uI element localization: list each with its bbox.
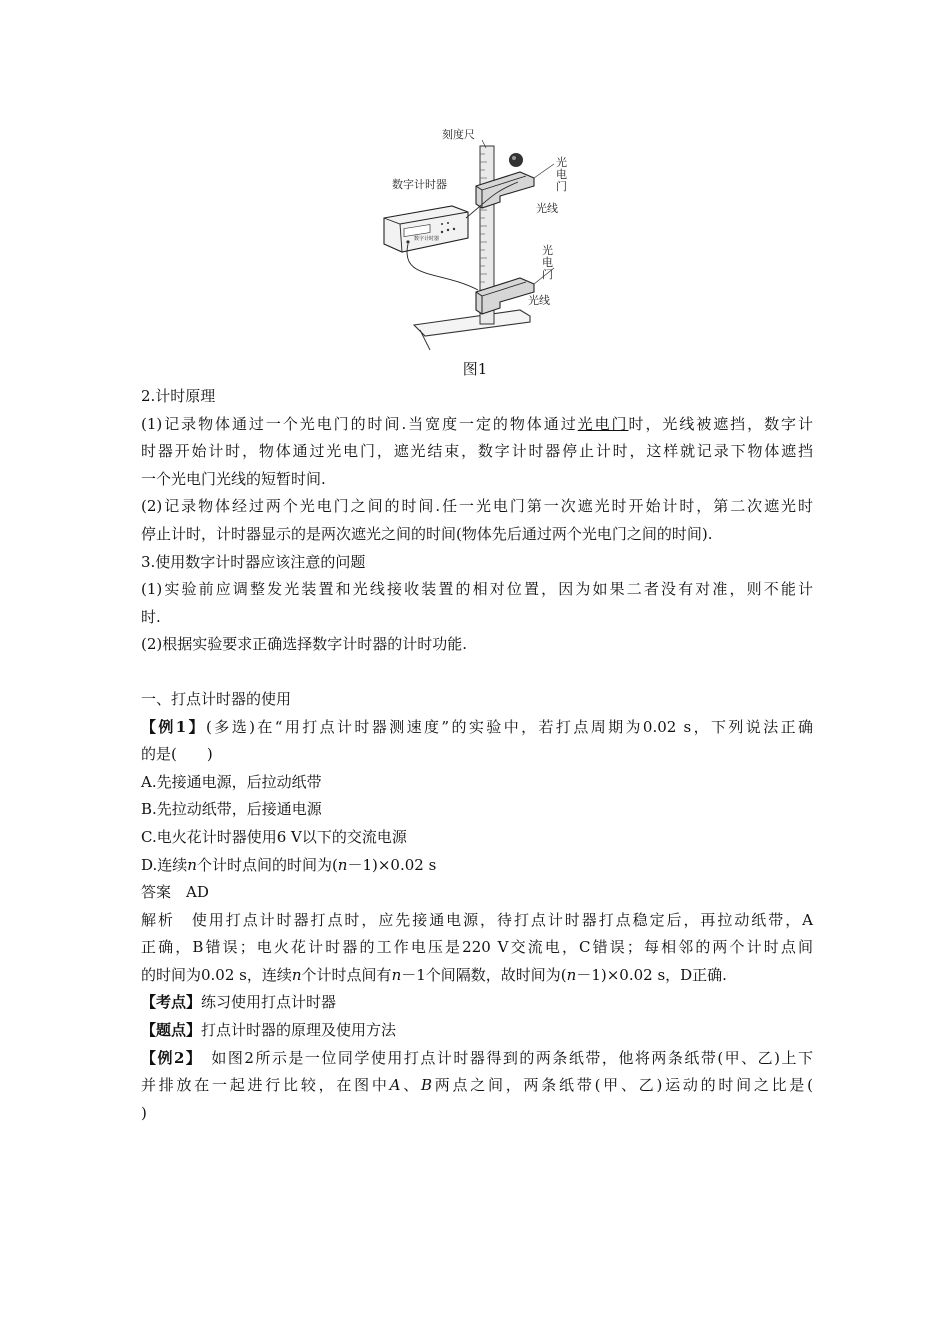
label-photogate-top-1: 光 bbox=[556, 156, 567, 169]
label-ruler: 刻度尺 bbox=[442, 128, 475, 141]
answer: 答案 AD bbox=[141, 883, 209, 902]
kaodian: 【考点】练习使用打点计时器 bbox=[141, 993, 337, 1012]
label-photogate-top-3: 门 bbox=[556, 180, 567, 193]
label-ray-bottom: 光线 bbox=[528, 294, 550, 307]
underlined-term: 光电门 bbox=[577, 414, 629, 433]
label-digital-timer: 数字计时器 bbox=[392, 178, 447, 191]
example2-stem: 【例2】 如图2所示是一位同学使用打点计时器得到的两条纸带，他将两条纸带(甲、乙)上下 bbox=[141, 1048, 813, 1067]
paragraph-line: (1)记录物体通过一个光电门的时间.当宽度一定的物体通过光电门时，光线被遮挡，数字计 bbox=[141, 414, 813, 433]
example-tag: 【例2】 bbox=[141, 1048, 203, 1067]
figure-caption: 图1 bbox=[462, 360, 488, 378]
falling-ball bbox=[509, 153, 523, 167]
paragraph-line: (2)记录物体经过两个光电门之间的时间.任一光电门第一次遮光时开始计时，第二次遮光时 bbox=[141, 497, 813, 516]
example1-stem: 的是( ) bbox=[141, 745, 213, 764]
option-d: D.连续n个计时点间的时间为(n－1)×0.02 s bbox=[141, 855, 437, 874]
option-a: A.先接通电源，后拉动纸带 bbox=[141, 772, 322, 791]
paragraph-line: 一个光电门光线的短暂时间. bbox=[141, 469, 326, 488]
paragraph-line: 停止计时，计时器显示的是两次遮光之间的时间(物体先后通过两个光电门之间的时间). bbox=[141, 524, 713, 543]
part-heading: 一、打点计时器的使用 bbox=[141, 689, 292, 708]
option-c: C.电火花计时器使用6 V以下的交流电源 bbox=[141, 827, 407, 846]
label-photogate-bottom-1: 光 bbox=[542, 244, 553, 257]
label-photogate-top-2: 电 bbox=[556, 168, 567, 181]
analysis-line: 正确，B错误；电火花计时器的工作电压是220 V交流电，C错误；每相邻的两个计时点间 bbox=[141, 938, 813, 957]
label-photogate-bottom-2: 电 bbox=[542, 256, 553, 269]
section-heading: 2.计时原理 bbox=[141, 387, 216, 405]
option-b: B.先拉动纸带，后接通电源 bbox=[141, 800, 322, 819]
body-text bbox=[141, 383, 813, 1127]
example2-stem: 并排放在一起进行比较，在图中A、B两点之间，两条纸带(甲、乙)运动的时间之比是( bbox=[141, 1076, 813, 1095]
photogate-apparatus-figure bbox=[370, 120, 590, 356]
label-timer-panel: 数字计时器 bbox=[414, 236, 440, 242]
analysis-line: 的时间为0.02 s，连续n个计时点间有n－1个间隔数，故时间为(n－1)×0.02 s，D正确. bbox=[141, 965, 727, 984]
label-ray-top: 光线 bbox=[536, 202, 558, 215]
section-heading: 3.使用数字计时器应该注意的问题 bbox=[141, 552, 366, 571]
analysis-line: 解析 使用打点计时器打点时，应先接通电源，待打点计时器打点稳定后，再拉动纸带，A bbox=[141, 910, 813, 929]
tidian: 【题点】打点计时器的原理及使用方法 bbox=[141, 1021, 397, 1040]
example1-stem: 【例1】(多选)在“用打点计时器测速度”的实验中，若打点周期为0.02 s，下列说法正确 bbox=[141, 717, 813, 736]
paragraph-line: (1)实验前应调整发光装置和光线接收装置的相对位置，因为如果二者没有对准，则不能计 bbox=[141, 580, 813, 599]
paragraph-line: (2)根据实验要求正确选择数字计时器的计时功能. bbox=[141, 635, 468, 654]
example2-stem: ) bbox=[141, 1103, 147, 1122]
label-photogate-bottom-3: 门 bbox=[542, 268, 553, 281]
paragraph-line: 时器开始计时，物体通过光电门，遮光结束，数字计时器停止计时，这样就记录下物体遮挡 bbox=[141, 442, 813, 461]
paragraph-line: 时. bbox=[141, 607, 161, 626]
example-tag: 【例1】 bbox=[141, 717, 207, 736]
